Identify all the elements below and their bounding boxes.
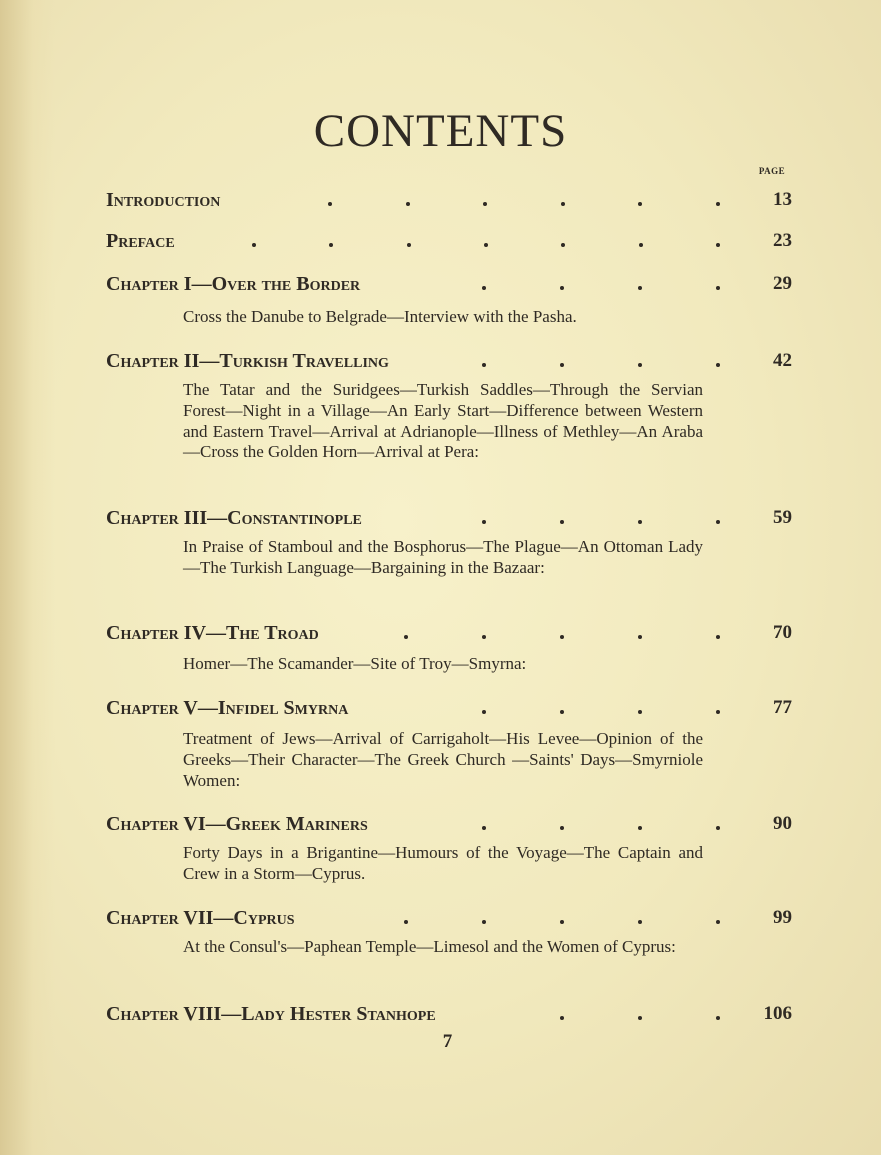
entry-title: Preface <box>106 230 175 252</box>
toc-entry-chapter-3 <box>106 507 792 533</box>
entry-title: Chapter IV—The Troad <box>106 622 319 644</box>
dot-leader <box>404 907 720 933</box>
entry-title: Introduction <box>106 189 221 211</box>
entry-page-number: 23 <box>773 230 792 251</box>
dot-leader <box>482 273 720 299</box>
toc-entry-chapter-4 <box>106 622 792 648</box>
dot-leader <box>482 350 720 376</box>
toc-entry-preface <box>106 230 792 256</box>
entry-title: Chapter III—Constantinople <box>106 507 362 529</box>
toc-entry-chapter-7 <box>106 907 792 933</box>
entry-title: Chapter VI—Greek Mariners <box>106 813 368 835</box>
toc-entry-chapter-2 <box>106 350 792 376</box>
entry-title: Chapter V—Infidel Smyrna <box>106 697 349 719</box>
entry-title: Chapter II—Turkish Travelling <box>106 350 389 372</box>
toc-entry-chapter-5 <box>106 697 792 723</box>
chapter-summary: Treatment of Jews—Arrival of Carrigaholt—His Levee—Opinion of the Greeks—Their Character—The Greek Church —Saints' Days—Smyrniole Women: <box>183 729 703 790</box>
dot-leader <box>482 697 720 723</box>
toc-entry-chapter-8 <box>106 1003 792 1029</box>
dot-leader <box>482 507 720 533</box>
page-title: CONTENTS <box>313 105 568 157</box>
chapter-summary: Forty Days in a Brigantine—Humours of the Voyage—The Captain and Crew in a Storm—Cyprus. <box>183 843 703 883</box>
entry-page-number: 59 <box>773 507 792 528</box>
entry-page-number: 42 <box>773 350 792 371</box>
dot-leader <box>560 1003 720 1029</box>
chapter-summary: Homer—The Scamander—Site of Troy—Smyrna: <box>183 654 527 673</box>
dot-leader <box>328 189 720 215</box>
toc-entry-introduction <box>106 189 792 215</box>
entry-page-number: 29 <box>773 273 792 294</box>
entry-page-number: 106 <box>763 1003 792 1024</box>
dot-leader <box>404 622 720 648</box>
entry-page-number: 77 <box>773 697 792 718</box>
dot-leader <box>482 813 720 839</box>
entry-title: Chapter VII—Cyprus <box>106 907 295 929</box>
entry-page-number: 70 <box>773 622 792 643</box>
dot-leader <box>252 230 720 256</box>
entry-page-number: 99 <box>773 907 792 928</box>
toc-entry-chapter-6 <box>106 813 792 839</box>
toc-entry-chapter-1 <box>106 273 792 299</box>
entry-page-number: 90 <box>773 813 792 834</box>
chapter-summary: The Tatar and the Suridgees—Turkish Saddles—Through the Servian Forest—Night in a Village—An Early Start—Difference between Western and Eastern Travel—Arrival at Adrianople—Illness of Methley—An Araba—Cross the Golden Horn—Arrival at Pera: <box>183 380 703 462</box>
page-column-label: PAGE <box>758 166 786 176</box>
entry-page-number: 13 <box>773 189 792 210</box>
chapter-summary: In Praise of Stamboul and the Bosphorus—The Plague—An Ottoman Lady—The Turkish Language—Bargaining in the Bazaar: <box>183 537 703 577</box>
entry-title: Chapter I—Over the Border <box>106 273 361 295</box>
chapter-summary: At the Consul's—Paphean Temple—Limesol and the Women of Cyprus: <box>183 937 676 956</box>
chapter-summary: Cross the Danube to Belgrade—Interview with the Pasha. <box>183 307 577 326</box>
folio-page-number: 7 <box>442 1031 453 1052</box>
entry-title: Chapter VIII—Lady Hester Stanhope <box>106 1003 436 1025</box>
